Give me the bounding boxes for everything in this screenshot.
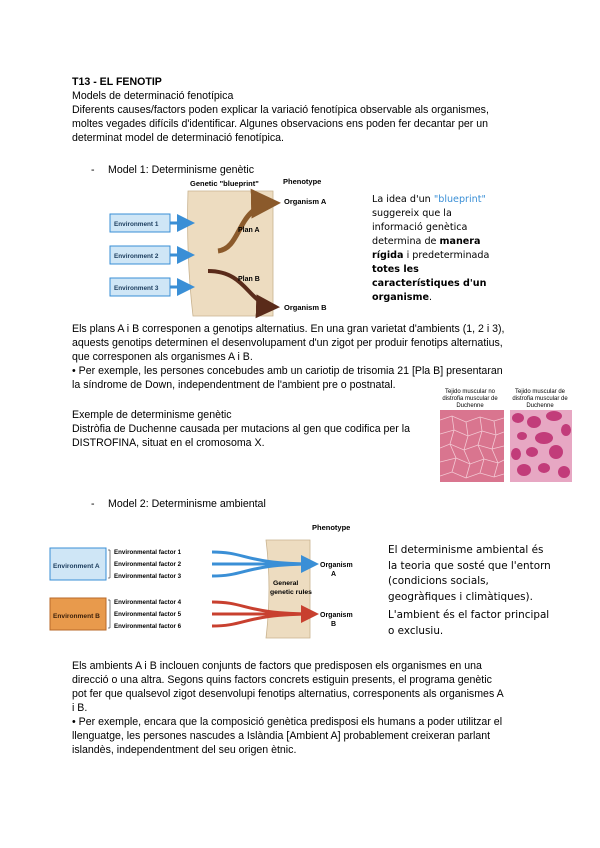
side-note-l3: informació genètica — [372, 222, 468, 233]
environment-a-label: Environment A — [53, 563, 100, 570]
phenotype-label: Phenotype — [283, 177, 322, 186]
normal-muscle-tissue-image — [440, 410, 504, 482]
side-note-blueprint: "blueprint" — [433, 194, 486, 205]
intro-line-3: determinat model de determinació fenotípica. — [72, 132, 284, 144]
factor-4-label: Environmental factor 4 — [114, 599, 182, 606]
environment-1-box — [110, 214, 170, 232]
intro-line-1: Diferents causes/factors poden explicar la variació fenotípica observable als organismes, — [72, 104, 489, 116]
side-note-l7-bold: característiques d'un — [372, 278, 487, 289]
environment-b-label: Environment B — [53, 613, 100, 620]
side-note-l4: determina de — [372, 236, 440, 247]
model2-para-line-2: direcció o una altra. Segons quins factors concrets estiguin presents, el programa genètic — [72, 674, 492, 686]
plan-b-label: Plan B — [238, 276, 260, 283]
organism-a2-label-1: Organism — [320, 562, 353, 569]
environmental-side-note — [388, 543, 568, 639]
environment-2-label: Environment 2 — [114, 253, 159, 260]
env-side-line-6: o exclusiu. — [388, 624, 444, 637]
environment-3-box — [110, 278, 170, 296]
example-line-2: DISTROFINA, situat en el cromosoma X. — [72, 437, 265, 449]
genetic-determinism-diagram — [108, 176, 368, 320]
env-side-line-2: la teoria que sosté que l'entorn — [388, 559, 551, 572]
environment-1-label: Environment 1 — [114, 221, 159, 228]
env-side-line-3: (condicions socials, — [388, 575, 489, 587]
model1-para-line-5: la síndrome de Down, independentment de l'ambient pre o postnatal. — [72, 379, 396, 391]
factor-6-label: Environmental factor 6 — [114, 623, 182, 630]
model2-para-line-1: Els ambients A i B inclouen conjunts de factors que predisposen els organismes en una — [72, 660, 482, 672]
genetic-blueprint-label: Genetic "blueprint" — [190, 179, 259, 188]
page-title: T13 - EL FENOTIP — [72, 76, 162, 88]
factor-3-label: Environmental factor 3 — [114, 573, 182, 580]
factor-1-label: Environmental factor 1 — [114, 549, 182, 556]
model1-para-line-2: aquests genotips determinen el desenvolupament d'un zigot per produir fenotips alternatius, — [72, 337, 503, 349]
plan-a-label: Plan A — [238, 227, 260, 234]
blueprint-side-note — [372, 193, 512, 305]
blueprint-box — [188, 191, 273, 316]
model2-para-line-5: • Per exemple, encara que la composició genètica predisposi els humans a poder utilitzar el — [72, 716, 503, 728]
model1-para-line-3: que corresponen als organismes A i B. — [72, 351, 253, 363]
model1-bullet: - — [91, 164, 95, 176]
model2-bullet: - — [91, 498, 95, 510]
organism-b2-label-1: Organism — [320, 612, 353, 619]
model2-para-line-7: islandès, independentment del seu origen ètnic. — [72, 744, 297, 756]
side-note-l8-bold: organisme — [372, 292, 429, 303]
model2-para-line-4: i B. — [72, 702, 88, 714]
organism-b2-label-2: B — [331, 621, 337, 628]
model1-heading: Model 1: Determinisme genètic — [108, 164, 255, 176]
organism-b-label: Organism B — [284, 303, 327, 312]
side-note-l5-bold: rígida — [372, 250, 404, 261]
tissue-caption-duchenne: Tejido muscular de distrofia muscular de Duchenne — [512, 389, 568, 409]
environment-2-box — [110, 246, 170, 264]
example-title: Exemple de determinisme genètic — [72, 409, 232, 421]
general-rules-label-2: genetic rules — [270, 589, 312, 596]
model2-heading: Model 2: Determinisme ambiental — [108, 498, 266, 510]
example-line-1: Distròfia de Duchenne causada per mutacions al gen que codifica per la — [72, 423, 411, 435]
section-subtitle: Models de determinació fenotípica — [72, 90, 234, 102]
model1-para-line-1: Els plans A i B corresponen a genotips alternatius. En una gran varietat d'ambients (1, 2 i 3), — [72, 323, 505, 335]
environmental-determinism-diagram — [48, 518, 368, 648]
model2-para-line-6: llenguatge, les persones nascudes a Islàndia [Ambient A] probablement creixeran parlant — [72, 730, 491, 742]
side-note-l5: i predeterminada — [403, 250, 490, 261]
general-rules-label-1: General — [273, 580, 299, 587]
model1-para-line-4: • Per exemple, les persones concebudes amb un cariotip de trisomia 21 [Pla B] presentaran — [72, 365, 503, 377]
environment-b-box — [50, 598, 106, 630]
intro-line-2: moltes vegades difícils d'identificar. Algunes observacions ens poden fer decantar per un — [72, 118, 489, 130]
organism-a-label: Organism A — [284, 197, 327, 206]
phenotype-label-2: Phenotype — [312, 523, 351, 532]
tissue-caption-normal: Tejido muscular no distrofia muscular de Duchenne — [442, 389, 498, 409]
environment-a-box — [50, 548, 106, 580]
side-note-l1: La idea d'un — [372, 194, 434, 205]
side-note-l8: . — [429, 292, 433, 303]
env-side-line-5: L'ambient és el factor principal — [388, 609, 550, 621]
env-side-line-4: geogràfiques i climàtiques). — [388, 590, 533, 603]
side-note-l2: suggereix que la — [372, 208, 452, 219]
factor-2-label: Environmental factor 2 — [114, 561, 182, 568]
model2-para-line-3: pot fer que qualsevol zigot desenvolupi fenotips alternatius, corresponents als organismes A — [72, 688, 504, 700]
organism-a2-label-2: A — [331, 571, 337, 578]
environment-3-label: Environment 3 — [114, 285, 159, 292]
side-note-l4-bold: manera — [439, 236, 481, 247]
side-note-l6-bold: totes les — [372, 264, 419, 275]
factor-5-label: Environmental factor 5 — [114, 611, 182, 618]
env-side-line-1: El determinisme ambiental és — [388, 544, 544, 556]
duchenne-muscle-tissue-image — [510, 410, 572, 482]
